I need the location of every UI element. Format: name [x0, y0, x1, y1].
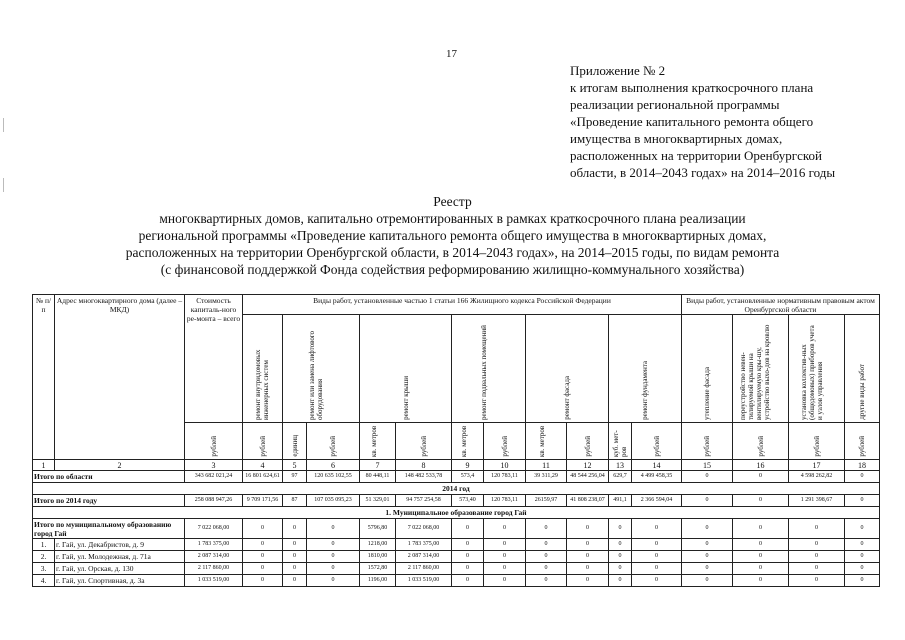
table-cell: 0 — [283, 551, 307, 563]
table-cell: 0 — [845, 575, 880, 587]
total-2014-row — [33, 495, 880, 507]
unit-cell: кв. метров — [452, 423, 484, 460]
unit-cell: рублей — [307, 423, 360, 460]
row-number: 2. — [33, 551, 55, 563]
table-cell: 4 598 262,82 — [789, 471, 845, 483]
table-cell: 1 033 519,00 — [185, 575, 243, 587]
table-cell: 0 — [682, 539, 733, 551]
table-cell: 0 — [609, 539, 632, 551]
row-number: 4. — [33, 575, 55, 587]
table-row — [33, 539, 880, 551]
row-address: г. Гай, ул. Молодежная, д. 71а — [55, 551, 185, 563]
appendix-line: области, в 2014–2043 годах» на 2014–2016 годы — [570, 165, 836, 180]
col-number: 11 — [526, 460, 567, 471]
group-header-federal: Виды работ, установленные частью 1 статьи 166 Жилищного кодекса Российской Федерации — [243, 295, 682, 315]
table-cell: 80 448,11 — [360, 471, 396, 483]
unit-cell: рублей — [682, 423, 733, 460]
col-number: 17 — [789, 460, 845, 471]
table-cell: 0 — [452, 539, 484, 551]
title-line: региональной программы «Проведение капитального ремонта общего имущества в многоквартирных домах, — [138, 228, 767, 243]
table-cell: 0 — [733, 575, 789, 587]
table-cell: 343 682 021,24 — [185, 471, 243, 483]
table-cell: 2 117 860,00 — [396, 563, 452, 575]
col-number: 10 — [484, 460, 526, 471]
table-cell: 0 — [845, 563, 880, 575]
group-header-regional: Виды работ, установленные нормативным правовым актом Оренбургской области — [682, 295, 880, 315]
table-cell: 120 783,11 — [484, 471, 526, 483]
table-cell: 0 — [243, 551, 283, 563]
col-header-insulation: утепление фасада — [682, 315, 733, 423]
appendix-line: реализации региональной программы — [570, 97, 780, 112]
table-cell: 2 087 314,00 — [396, 551, 452, 563]
section-heading: 2014 год — [33, 483, 880, 495]
table-cell: 4 499 458,35 — [632, 471, 682, 483]
table-cell: 0 — [243, 539, 283, 551]
col-number: 8 — [396, 460, 452, 471]
row-label: Итого по области — [33, 471, 185, 483]
table-cell: 7 022 068,00 — [396, 519, 452, 539]
table-cell: 0 — [452, 575, 484, 587]
table-cell: 0 — [789, 563, 845, 575]
col-header-address: Адрес многоквартирного дома (далее – МКД) — [55, 295, 185, 460]
table-cell: 0 — [526, 551, 567, 563]
table-cell: 0 — [567, 563, 609, 575]
registry-title — [0, 193, 905, 278]
table-cell: 0 — [733, 471, 789, 483]
title-line: многоквартирных домов, капитально отремонтированных в рамках краткосрочного плана реализации — [159, 211, 746, 226]
table-cell: 48 544 256,04 — [567, 471, 609, 483]
table-cell: 16 801 624,61 — [243, 471, 283, 483]
table-cell: 0 — [609, 519, 632, 539]
table-cell: 0 — [789, 575, 845, 587]
table-cell: 573,40 — [452, 495, 484, 507]
table-cell: 0 — [452, 563, 484, 575]
table-cell: 2 366 594,04 — [632, 495, 682, 507]
col-number: 6 — [307, 460, 360, 471]
table-cell: 0 — [452, 519, 484, 539]
col-number: 9 — [452, 460, 484, 471]
table-cell: 1 033 519,00 — [396, 575, 452, 587]
table-cell: 87 — [283, 495, 307, 507]
table-cell: 0 — [243, 575, 283, 587]
table-cell: 148 482 533,78 — [396, 471, 452, 483]
table-cell: 39 311,29 — [526, 471, 567, 483]
row-label: Итого по муниципальному образованию город Гай — [33, 519, 185, 539]
table-cell: 0 — [567, 551, 609, 563]
section-year-row — [33, 483, 880, 495]
table-cell: 1196,00 — [360, 575, 396, 587]
table-cell: 629,7 — [609, 471, 632, 483]
appendix-line: имущества в многоквартирных домах, — [570, 131, 783, 146]
table-cell: 0 — [845, 551, 880, 563]
table-cell: 0 — [526, 519, 567, 539]
col-number: 15 — [682, 460, 733, 471]
table-cell: 0 — [567, 539, 609, 551]
table-cell: 0 — [307, 519, 360, 539]
appendix-line: расположенных на территории Оренбургской — [570, 148, 822, 163]
table-cell: 1810,00 — [360, 551, 396, 563]
section-muni-row — [33, 507, 880, 519]
page-number: 17 — [446, 48, 457, 60]
table-cell: 0 — [283, 575, 307, 587]
registry-table — [32, 294, 880, 587]
table-cell: 107 035 095,23 — [307, 495, 360, 507]
table-cell: 0 — [682, 551, 733, 563]
col-header-internal: ремонт внутридомовых инженерных систем — [243, 315, 283, 423]
title-line: расположенных на территории Оренбургской области, в 2014–2043 годах», на 2014–2015 годы, по видам ремонта — [125, 245, 780, 260]
row-label: Итого по 2014 году — [33, 495, 185, 507]
table-cell: 51 329,01 — [360, 495, 396, 507]
col-number: 5 — [283, 460, 307, 471]
header-row-groups — [33, 295, 880, 315]
section-heading: 1. Муниципальное образование город Гай — [33, 507, 880, 519]
unit-cell: рублей — [185, 423, 243, 460]
table-cell: 0 — [283, 539, 307, 551]
table-cell: 0 — [283, 519, 307, 539]
table-cell: 0 — [526, 563, 567, 575]
col-header-pitched: переустройство невен-тилируемой крыши на вентилируемую кры-шу, устройство выхо-дов на кровлю — [733, 315, 789, 423]
table-cell: 0 — [484, 539, 526, 551]
total-muni-row — [33, 519, 880, 539]
table-cell: 0 — [733, 495, 789, 507]
unit-cell: рублей — [567, 423, 609, 460]
table-cell: 1572,80 — [360, 563, 396, 575]
col-number: 1 — [33, 460, 55, 471]
table-cell: 0 — [632, 563, 682, 575]
table-cell: 0 — [845, 519, 880, 539]
table-cell: 1218,00 — [360, 539, 396, 551]
table-cell: 0 — [526, 575, 567, 587]
appendix-block — [570, 62, 890, 181]
unit-cell: рублей — [484, 423, 526, 460]
table-cell: 0 — [484, 563, 526, 575]
col-header-facade: ремонт фасада — [526, 315, 609, 423]
unit-cell: куб. мет-ров — [609, 423, 632, 460]
unit-cell: единиц — [283, 423, 307, 460]
table-cell: 41 808 238,07 — [567, 495, 609, 507]
col-header-cost: Стоимость капиталь-ного ре-монта – всего — [185, 295, 243, 423]
table-cell: 0 — [307, 551, 360, 563]
table-cell: 0 — [283, 563, 307, 575]
table-cell: 0 — [845, 539, 880, 551]
table-cell: 0 — [609, 563, 632, 575]
table-row — [33, 563, 880, 575]
table-cell: 1 291 398,67 — [789, 495, 845, 507]
table-cell: 0 — [526, 539, 567, 551]
table-cell: 0 — [243, 563, 283, 575]
table-cell: 0 — [567, 575, 609, 587]
table-cell: 94 757 254,58 — [396, 495, 452, 507]
row-number: 1. — [33, 539, 55, 551]
unit-cell: рублей — [789, 423, 845, 460]
table-cell: 0 — [243, 519, 283, 539]
table-cell: 0 — [484, 551, 526, 563]
unit-cell: рублей — [733, 423, 789, 460]
total-region-row — [33, 471, 880, 483]
table-cell: 0 — [682, 471, 733, 483]
table-row — [33, 575, 880, 587]
table-cell: 0 — [609, 551, 632, 563]
table-cell: 0 — [484, 519, 526, 539]
col-header-roof: ремонт крыши — [360, 315, 452, 423]
unit-cell: рублей — [396, 423, 452, 460]
table-cell: 1 783 375,00 — [396, 539, 452, 551]
title-heading: Реестр — [433, 194, 472, 209]
col-number: 18 — [845, 460, 880, 471]
row-number: 3. — [33, 563, 55, 575]
table-cell: 0 — [789, 551, 845, 563]
table-cell: 0 — [845, 495, 880, 507]
col-header-num: № п/п — [33, 295, 55, 460]
table-cell: 120 783,11 — [484, 495, 526, 507]
appendix-line: к итогам выполнения краткосрочного плана — [570, 80, 814, 95]
col-number: 13 — [609, 460, 632, 471]
table-cell: 0 — [682, 519, 733, 539]
col-header-meters: установка коллектив-ных (общедомовых) приборов учета и узлов управления — [789, 315, 845, 423]
table-cell: 9 709 171,56 — [243, 495, 283, 507]
col-number: 14 — [632, 460, 682, 471]
table-cell: 0 — [609, 575, 632, 587]
table-cell: 7 022 068,00 — [185, 519, 243, 539]
table-cell: 0 — [484, 575, 526, 587]
appendix-line: «Проведение капитального ремонта общего — [570, 114, 814, 129]
col-header-basement: ремонт подвальных помещений — [452, 315, 526, 423]
table-cell: 2 087 314,00 — [185, 551, 243, 563]
table-row — [33, 551, 880, 563]
table-cell: 0 — [733, 519, 789, 539]
col-number: 3 — [185, 460, 243, 471]
unit-cell: рублей — [632, 423, 682, 460]
table-cell: 0 — [733, 563, 789, 575]
table-cell: 258 088 947,26 — [185, 495, 243, 507]
table-cell: 0 — [789, 539, 845, 551]
col-header-foundation: ремонт фундамента — [609, 315, 682, 423]
table-cell: 0 — [632, 539, 682, 551]
col-number: 4 — [243, 460, 283, 471]
row-address: г. Гай, ул. Декабристов, д. 9 — [55, 539, 185, 551]
row-address: г. Гай, ул. Спортивная, д. 3а — [55, 575, 185, 587]
col-header-elevator: ремонт или замена лифтового оборудования — [283, 315, 360, 423]
table-cell: 0 — [733, 539, 789, 551]
table-cell: 491,1 — [609, 495, 632, 507]
row-address: г. Гай, ул. Орская, д. 130 — [55, 563, 185, 575]
unit-cell: рублей — [845, 423, 880, 460]
appendix-line: Приложение № 2 — [570, 63, 666, 78]
col-number: 2 — [55, 460, 185, 471]
table-cell: 0 — [632, 519, 682, 539]
table-cell: 573,4 — [452, 471, 484, 483]
table-cell: 2 117 860,00 — [185, 563, 243, 575]
table-cell: 0 — [567, 519, 609, 539]
col-number: 7 — [360, 460, 396, 471]
table-cell: 0 — [845, 471, 880, 483]
table-cell: 0 — [682, 563, 733, 575]
col-number: 16 — [733, 460, 789, 471]
col-number: 12 — [567, 460, 609, 471]
table-cell: 0 — [307, 575, 360, 587]
table-cell: 0 — [682, 495, 733, 507]
col-header-other: другие виды работ — [845, 315, 880, 423]
table-cell: 0 — [682, 575, 733, 587]
table-cell: 0 — [452, 551, 484, 563]
table-cell: 0 — [632, 575, 682, 587]
unit-cell: кв. метров — [526, 423, 567, 460]
column-numbers-row — [33, 460, 880, 471]
unit-cell: кв. метров — [360, 423, 396, 460]
table-cell: 0 — [632, 551, 682, 563]
table-cell: 0 — [307, 539, 360, 551]
table-cell: 0 — [733, 551, 789, 563]
unit-cell: рублей — [243, 423, 283, 460]
table-cell: 1 783 375,00 — [185, 539, 243, 551]
table-cell: 120 635 102,55 — [307, 471, 360, 483]
table-cell: 0 — [307, 563, 360, 575]
table-cell: 26159,97 — [526, 495, 567, 507]
table-cell: 0 — [789, 519, 845, 539]
title-line: (с финансовой поддержкой Фонда содействия реформированию жилищно-коммунального хозяйства) — [160, 262, 745, 277]
table-cell: 5796,80 — [360, 519, 396, 539]
table-cell: 97 — [283, 471, 307, 483]
